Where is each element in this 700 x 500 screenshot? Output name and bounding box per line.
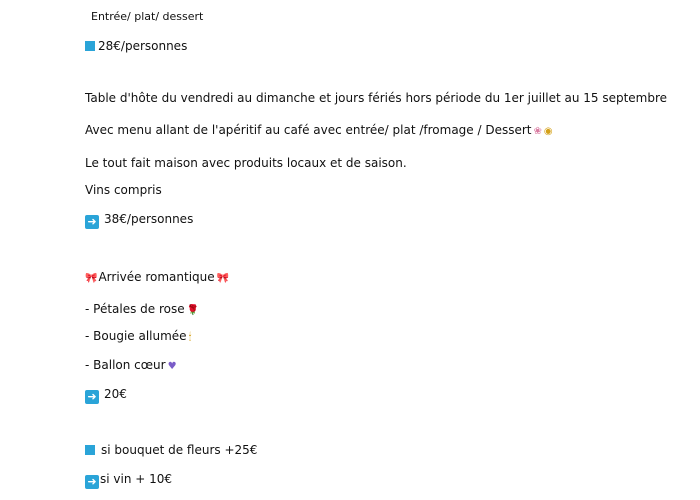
right-arrow-icon: ➜	[85, 215, 99, 229]
fait-maison-line	[85, 154, 407, 172]
heart-balloon-icon: ♥	[167, 361, 177, 372]
price-line-1	[85, 37, 187, 55]
romantic-title-text: Arrivée romantique	[98, 270, 215, 284]
fait-maison-text: Le tout fait maison avec produits locaux et de saison.	[85, 156, 407, 170]
coffee-icon: ◉	[543, 126, 553, 137]
red-ribbon-icon: 🎀	[85, 273, 98, 284]
romantic-price-line	[85, 385, 127, 404]
candle-icon: 🕯	[188, 332, 192, 343]
romantic-item-1	[85, 300, 199, 318]
romantic-item-3	[85, 356, 177, 374]
bouquet-text: si bouquet de fleurs +25€	[101, 443, 258, 457]
price-line-2	[85, 210, 193, 229]
blue-square-icon	[85, 41, 95, 51]
romantic-price-text: 20€	[104, 387, 127, 401]
right-arrow-icon: ➜	[85, 475, 99, 489]
romantic-item-3-text: - Ballon cœur	[85, 358, 166, 372]
vins-line	[85, 181, 162, 199]
red-ribbon-icon: 🎀	[216, 273, 230, 284]
bouquet-line	[85, 441, 257, 459]
romantic-item-2-text: - Bougie allumée	[85, 329, 187, 343]
menu-courses-text: Entrée/ plat/ dessert	[91, 10, 204, 23]
romantic-item-1-text: - Pétales de rose	[85, 302, 185, 316]
vins-text: Vins compris	[85, 183, 162, 197]
vin-text: si vin + 10€	[100, 472, 173, 486]
price-1-text: 28€/personnes	[98, 39, 188, 53]
menu-desc-line	[85, 121, 553, 139]
vin-line	[85, 470, 172, 489]
rose-icon: 🌹	[186, 305, 200, 316]
table-hote-text: Table d'hôte du vendredi au dimanche et jours fériés hors période du 1er juillet au 15 septembre	[85, 91, 668, 105]
table-hote-line	[85, 89, 667, 107]
dessert-icon: ❀	[533, 126, 542, 137]
price-2-text: 38€/personnes	[104, 212, 194, 226]
right-arrow-icon: ➜	[85, 390, 99, 404]
menu-courses-line	[91, 8, 203, 26]
menu-desc-text: Avec menu allant de l'apéritif au café avec entrée/ plat /fromage / Dessert	[85, 123, 532, 137]
blue-square-icon	[85, 445, 95, 455]
romantic-item-2	[85, 327, 191, 345]
romantic-title-line	[85, 268, 229, 286]
